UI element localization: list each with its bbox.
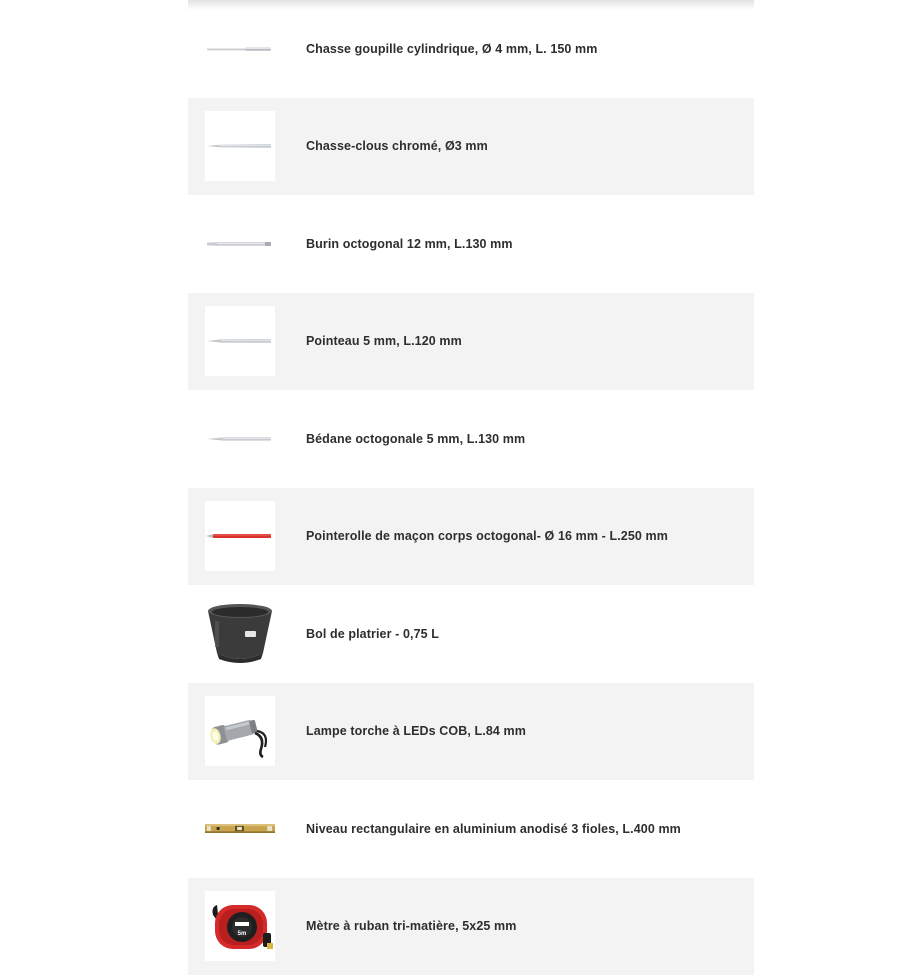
list-item[interactable] xyxy=(188,98,754,196)
list-item[interactable] xyxy=(188,0,754,98)
cape-chisel-icon xyxy=(205,429,275,449)
product-thumbnail[interactable] xyxy=(205,501,275,571)
product-thumbnail[interactable] xyxy=(205,111,275,181)
mason-point-chisel-icon xyxy=(205,526,275,546)
tape-measure-icon xyxy=(205,893,275,959)
nail-punch-icon xyxy=(205,136,275,156)
list-item[interactable] xyxy=(188,195,754,293)
product-thumbnail[interactable] xyxy=(205,209,275,279)
pin-punch-icon xyxy=(205,39,275,59)
product-name[interactable]: Pointerolle de maçon corps octogonal- Ø 16 mm - L.250 mm xyxy=(306,529,668,543)
plaster-bowl-icon xyxy=(205,601,275,667)
spirit-level-icon xyxy=(205,819,275,839)
product-name[interactable]: Bol de platrier - 0,75 L xyxy=(306,627,439,641)
product-thumbnail[interactable] xyxy=(205,14,275,84)
chisel-icon xyxy=(205,234,275,254)
product-name[interactable]: Chasse-clous chromé, Ø3 mm xyxy=(306,139,488,153)
product-name[interactable]: Chasse goupille cylindrique, Ø 4 mm, L. 150 mm xyxy=(306,42,598,56)
product-name[interactable]: Niveau rectangulaire en aluminium anodisé 3 fioles, L.400 mm xyxy=(306,822,681,836)
list-item[interactable] xyxy=(188,293,754,391)
center-punch-icon xyxy=(205,331,275,351)
product-name[interactable]: Burin octogonal 12 mm, L.130 mm xyxy=(306,237,513,251)
product-name[interactable]: Mètre à ruban tri-matière, 5x25 mm xyxy=(306,919,516,933)
list-item[interactable] xyxy=(188,683,754,781)
product-thumbnail[interactable] xyxy=(205,306,275,376)
flashlight-icon xyxy=(205,703,275,759)
list-item[interactable] xyxy=(188,585,754,683)
product-name[interactable]: Bédane octogonale 5 mm, L.130 mm xyxy=(306,432,525,446)
product-thumbnail[interactable] xyxy=(205,794,275,864)
top-shadow xyxy=(188,0,754,10)
list-item[interactable] xyxy=(188,390,754,488)
product-thumbnail[interactable] xyxy=(205,599,275,669)
product-name[interactable]: Lampe torche à LEDs COB, L.84 mm xyxy=(306,724,526,738)
svg-text:5m: 5m xyxy=(238,931,247,937)
product-thumbnail[interactable] xyxy=(205,404,275,474)
product-thumbnail[interactable] xyxy=(205,891,275,961)
list-item[interactable] xyxy=(188,878,754,975)
list-item[interactable] xyxy=(188,780,754,878)
product-name[interactable]: Pointeau 5 mm, L.120 mm xyxy=(306,334,462,348)
product-thumbnail[interactable] xyxy=(205,696,275,766)
list-item[interactable] xyxy=(188,488,754,586)
product-list xyxy=(188,0,754,975)
